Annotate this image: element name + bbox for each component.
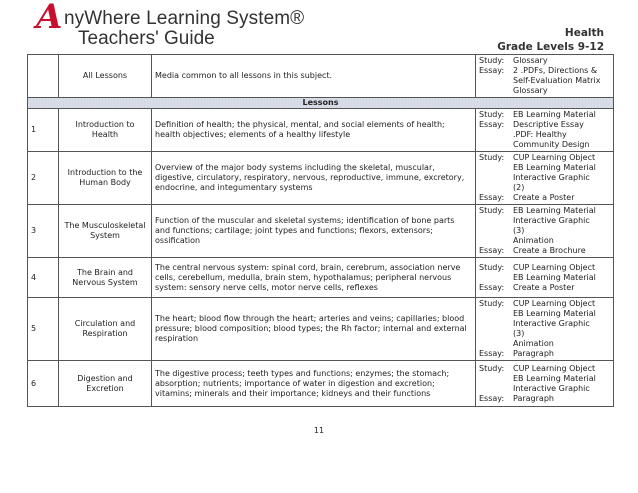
resource-type [479,86,513,96]
lesson-row [28,152,614,205]
resource-line [479,263,610,273]
lesson-title: The Brain and Nervous System [59,258,152,298]
row-number: 5 [28,298,59,361]
lesson-description: Media common to all lessons in this subject. [152,55,476,98]
row-number: 1 [28,109,59,152]
resource-type: Essay: [479,282,505,292]
resource-type [479,339,513,349]
resource-line [479,283,610,293]
resource-line [479,299,610,309]
resource-line [479,183,610,193]
resource-type [479,319,513,329]
resource-item: Paragraph [513,393,554,403]
resource-type: Study: [479,262,505,272]
lesson-row [28,205,614,258]
lesson-description: Definition of health; the physical, mental, and social elements of health; health objectives; elements of a healthy lifestyle [152,109,476,152]
row-number: 4 [28,258,59,298]
resource-line [479,374,610,384]
resource-type [479,236,513,246]
lessons-band [28,98,614,109]
logo [34,2,334,48]
lesson-row [28,298,614,361]
resource-item: CUP Learning Object [513,299,596,308]
resource-item: (3) [513,329,525,338]
resource-type: Study: [479,110,505,119]
lesson-description: Function of the muscular and skeletal systems; identification of bone parts and functions; cartilage; joint types and functions; flexors, extensors; ossification [152,205,476,258]
lesson-resources [476,109,614,152]
resource-item: EB Learning Material [513,373,596,383]
resource-item: Interactive Graphic [513,383,590,393]
resource-type: Study: [479,363,505,373]
resource-line [479,130,610,150]
resource-line [479,319,610,329]
resource-item: (2) [513,183,525,192]
row-number: 6 [28,361,59,407]
lesson-row [28,109,614,152]
logo-subtitle: Teachers' Guide [78,28,215,49]
lesson-description: Overview of the major body systems including the skeletal, muscular, digestive, circulatory, respiratory, nervous, reproductive, immune, excretory, endocrine, and integumentary systems [152,152,476,205]
resource-line [479,120,610,130]
grade-label: Grade Levels 9-12 [497,41,604,53]
resource-type: Essay: [479,66,505,75]
subject-label: Health [564,27,604,39]
resource-item: EB Learning Material [513,309,596,318]
resource-type [479,173,513,183]
resource-line [479,163,610,173]
lesson-resources [476,152,614,205]
resource-type: Essay: [479,349,505,358]
resource-line [479,173,610,183]
all-lessons-row [28,55,614,98]
row-number: 3 [28,205,59,258]
resource-line [479,364,610,374]
lesson-resources [476,298,614,361]
resource-item: Glossary [513,86,548,95]
resource-item: EB Learning Material [513,272,596,282]
resource-line [479,246,610,256]
row-number [28,55,59,98]
resource-line [479,236,610,246]
resource-item: Create a Brochure [513,246,586,255]
resource-type: Essay: [479,246,505,255]
lesson-resources [476,258,614,298]
resource-item: Paragraph [513,349,554,358]
resource-line [479,193,610,203]
resource-item: .PDF: Healthy Community Design [513,130,590,149]
logo-a-mark: A [36,0,63,37]
resource-item: Interactive Graphic [513,319,590,328]
resource-line [479,394,610,404]
resource-type: Study: [479,206,505,215]
resource-type [479,163,513,173]
lesson-title: Digestion and Excretion [59,361,152,407]
resource-item: Animation [513,339,554,348]
logo-title: nyWhere Learning System® [64,8,305,29]
resource-line [479,86,610,96]
lesson-resources [476,55,614,98]
lessons-band-label: Lessons [28,98,614,109]
resource-line [479,56,610,66]
lesson-title: Circulation and Respiration [59,298,152,361]
resource-type [479,130,513,150]
resource-item: Interactive Graphic [513,216,590,225]
resource-type [479,374,513,384]
header-info [497,26,604,54]
resource-line [479,309,610,319]
resource-type [479,329,513,339]
resource-line [479,206,610,216]
lesson-resources [476,361,614,407]
resource-item: EB Learning Material [513,163,596,172]
resource-type: Essay: [479,120,505,129]
lesson-title: The Musculoskeletal System [59,205,152,258]
row-number: 2 [28,152,59,205]
resource-item: Descriptive Essay [513,120,584,129]
resource-type [479,226,513,236]
resource-type [479,183,513,193]
lesson-row [28,258,614,298]
lesson-description: The central nervous system: spinal cord, brain, cerebrum, association nerve cells, cerebellum, medulla, brain stem, hypothalamus; peripheral nervous system: sensory nerve cells, motor nerve cells, reflexes [152,258,476,298]
resource-line [479,329,610,339]
resource-item: CUP Learning Object [513,363,596,373]
lesson-row [28,361,614,407]
resource-type: Essay: [479,393,505,403]
resource-item: CUP Learning Object [513,262,596,272]
resource-type [479,309,513,319]
resource-item: Glossary [513,56,548,65]
resource-line [479,339,610,349]
resource-item: Animation [513,236,554,245]
resource-type [479,384,513,394]
resource-line [479,66,610,86]
resource-type [479,216,513,226]
resource-type: Study: [479,299,505,308]
resource-item: EB Learning Material [513,206,596,215]
resource-type: Study: [479,153,505,162]
resource-item: Interactive Graphic [513,173,590,182]
resource-line [479,216,610,226]
lesson-description: The digestive process; teeth types and functions; enzymes; the stomach; absorption; nutrients; importance of water in digestion and excretion; vitamins; minerals and their importance; kidneys and their functions [152,361,476,407]
lesson-resources [476,205,614,258]
resource-type: Study: [479,56,505,65]
resource-item: CUP Learning Object [513,153,596,162]
resource-type [479,273,513,283]
lessons-table [27,54,614,407]
resource-line [479,349,610,359]
resource-item: Create a Poster [513,193,575,202]
resource-line [479,384,610,394]
resource-item: EB Learning Material [513,110,596,119]
resource-item: 2 .PDFs, Directions & Self-Evaluation Matrix [513,66,601,85]
resource-line [479,273,610,283]
resource-item: (3) [513,226,525,235]
lesson-title: All Lessons [59,55,152,98]
resource-line [479,226,610,236]
resource-type: Essay: [479,193,505,202]
lesson-title: Introduction to Health [59,109,152,152]
resource-line [479,110,610,120]
lesson-title: Introduction to the Human Body [59,152,152,205]
resource-item: Create a Poster [513,282,575,292]
resource-line [479,153,610,163]
lesson-description: The heart; blood flow through the heart; arteries and veins; capillaries; blood pressure; blood composition; blood types; the Rh factor; internal and external respiration [152,298,476,361]
page-number: 11 [313,426,325,435]
